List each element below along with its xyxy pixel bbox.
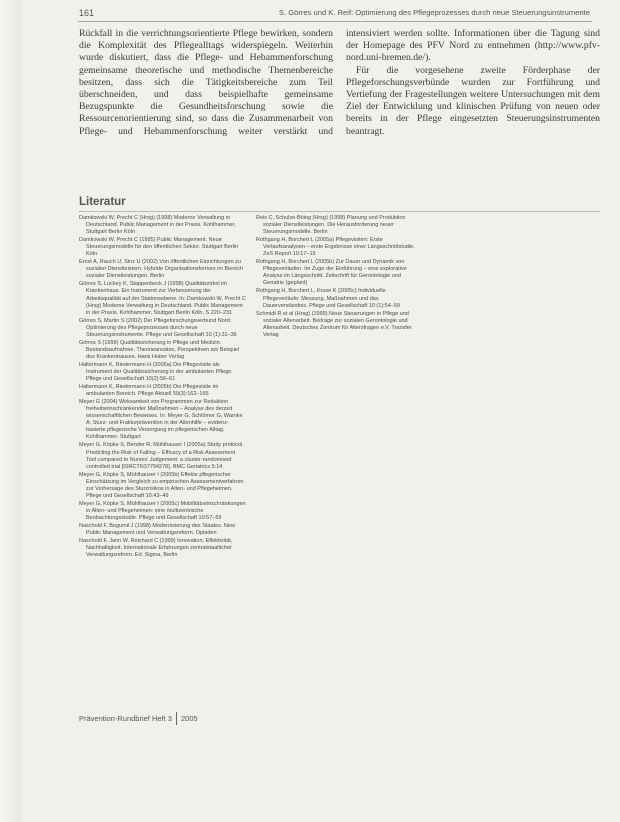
literature-heading: Literatur (79, 196, 126, 208)
reference-entry: Ernst A, Rauch U, Sinz U (2002) Von öffentlichen Einrichtungen zu sozialen Dienstleistern. Hybride Organisationsformen im Bereich sozialer Dienstleistungen. Berlin (79, 259, 244, 280)
reference-list (79, 215, 600, 565)
reference-entry: Naschold F, Jann W, Reichard C (1999) Innovation, Effektivität, Nachhaltigkeit. Internationale Erfahrungen zentralstaatlicher Verwaltungsreform. Ed. Sigma, Berlin (79, 538, 233, 559)
literature-rule (79, 211, 600, 212)
body-paragraph: Für die vorgesehene zweite Förderphase der Pflegeforschungsverbünde wurden zur Fortführung und Vertiefung der Fragestellungen weitere Untersuchungen mit dem Ziel der Entwicklung und klinischen Prüfung von neuen oder bereits in der Pflege eingesetzten Steuerungsinstrumenten beantragt. (346, 64, 600, 137)
reference-entry: Meyer G, Köpke S, Bender R, Mühlhauser I (2005a) Study protocol. Predicting the Risk of Falling – Efficacy of a Risk Assessment Tool compared to Nurses' Judgement: a cluster-randomised controlled trial [ISRCTN37794278]. BMC Geriatrics 5:14 (79, 442, 244, 470)
reference-entry: Rothgang H, Borchert L, Kruse K (2005c) Individuelle Pflegeverläufe: Messung, Maßnahmen und das Dauerverständnis. Pflege und Gesellschaft 10 (1):54–59 (256, 288, 400, 309)
body-paragraph: Rückfall in die verrichtungsorientierte Pflege bewirken, sondern die Komplexität des Pflegealltags widerspiegeln. Weiterhin wurde diskutiert, dass die Pflege- und Hebammenforschung gemeinsame theoretische und methodische Themenbereiche besitzen, dass sich die Tätigkeitsbereiche zum Teil überschneiden, und dass beispielhafte gemeinsame Bezugspunkte die Gesundheitsforschung sowie die Ressourcenorientierung sind, so dass die Zusammenarbeit von Pflege- und Hebammenforschung weiter verstärkt und intensiviert werden sollte. Informationen über die Tagung sind der Homepage des PFV Nord zu entnehmen (http://www.pfv-nord.uni-bremen.de/). (79, 28, 600, 137)
footer-journal: Prävention-Rundbrief (79, 714, 150, 723)
header-rule (78, 21, 592, 22)
page-footer (79, 712, 198, 725)
body-text (79, 28, 600, 158)
reference-entry: Damkowski W, Precht C (Hrsg) (1998) Moderne Verwaltung in Deutschland. Public Management in der Praxis. Kohlhammer, Stuttgart Berlin Köln (79, 215, 236, 236)
reference-entry: Haltermann K, Riedermann H (2005a) Die Pflegevisite als Instrument der Qualitätssicherung in der ambulanten Pflege. Pflege und Gesellschaft 10(2):56–61 (79, 361, 233, 383)
reference-entry: Meyer G (2004) Wirksamkeit von Programmen zur Reduktion freiheitseinschränkender Maßnahmen – Analyse des derzeit wissenschaftlichen Beweises. In: Meyer G, Schlömer G, Warnke A: Sturz- und Frakturprävention in der Altenhilfe – evidenz-basierte pflegerische Versorgung im pflegerischen Alltag. Kohlhammer, Stuttgart (79, 399, 243, 441)
reference-entry: Damkowski W, Precht C (1995) Public Management. Neue Steuerungsmodelle für den öffentlichen Sektor. Stuttgart Berlin Köln (79, 237, 239, 258)
reference-entry: Reis C, Schulze-Böing (Hrsg) (1998) Planung und Produktion sozialer Dienstleistungen. Die Herausforderung neuer Steuerungsmodelle. Berlin (256, 215, 406, 236)
reference-entry: Meyer G, Köpke S, Mühlhauser I (2005c) Mobilitätseinschränkungen in Alten- und Pflegeheimen: eine multizentrische Beobachtungsstudie. Pflege und Gesellschaft 10:57–59 (79, 500, 246, 521)
reference-entry: Schmidt R et al (Hrsg) (1999) Neue Steuerungen in Pflege und sozialer Altenarbeit. Beiträge zur sozialen Gerontologie und Altenarbeit. Deutsches Zentrum für Altersfragen e.V. Transfer Verlag (256, 310, 412, 338)
reference-entry: Haltermann K, Riedermann H (2005b) Die Pflegevisite im ambulanten Bereich. Pflege Aktuell 59(3):162–165 (79, 384, 219, 398)
reference-entry: Görres S, Luckey K, Stappenbeck J (1998) Qualitätszirkel im Krankenhaus. Ein Instrument zur Verbesserung der Arbeitsqualität auf der Stationsebene. In: Damkowski W, Precht C (Hrsg) Moderne Verwaltung in Deutschland. Public Management in der Praxis. Kohlhammer, Stuttgart Berlin Köln, S 220–231 (79, 281, 246, 316)
reference-entry: Görres S, Martin S (2002) Der Pflegeforschungsverbund Nord: Optimierung des Pflegeprozesses durch neue Steuerungsinstrumente. Pflege und Gesellschaft 10 (1):31–36 (79, 317, 237, 338)
page-edge-shadow (0, 0, 22, 822)
reference-entry: Rothgang H, Borchert L (2005b) Zur Dauer und Dynamik von Pflegeverläufen. Im Zuge der Einführung – eine explorative Analyse im Längsschnitt. Zeitschrift für Gerontologie und Geriatrie (geplant) (256, 259, 407, 287)
footer-separator (176, 712, 177, 725)
reference-entry: Naschold F, Bogumil J (1998) Modernisierung des Staates. New Public Management und Verwaltungsreform. Opladen (79, 522, 235, 537)
reference-entry: Görres S (1999) Qualitätssicherung in Pflege und Medizin. Bestandsaufnahme, Theorieansätze, Perspektiven am Beispiel des Krankenhauses. Hans Huber Verlag (79, 339, 240, 360)
footer-issue: Heft 3 (151, 714, 172, 723)
footer-year: 2005 (180, 714, 198, 723)
reference-entry: Meyer G, Köpke S, Mühlhauser I (2005b) Effekte pflegerischer Einschätzung im Vergleich zu empirischen Assessmentverfahren zur Vorhersage des Sturzrisikos in Alten- und Pflegeheimen. Pflege und Gesellschaft 10:43–49 (79, 471, 244, 499)
running-title: S. Görres und K. Reif: Optimierung des Pflegeprozesses durch neue Steuerungsinstrumente (278, 8, 590, 17)
reference-entry: Rothgang H, Borchert L (2005a) Pflegevisiten: Erste Verlaufsanalysen – erste Ergebnisse einer Längsschnittstudie. ZeS Report 10:17–19 (256, 237, 415, 258)
page-number: 161 (79, 8, 95, 18)
